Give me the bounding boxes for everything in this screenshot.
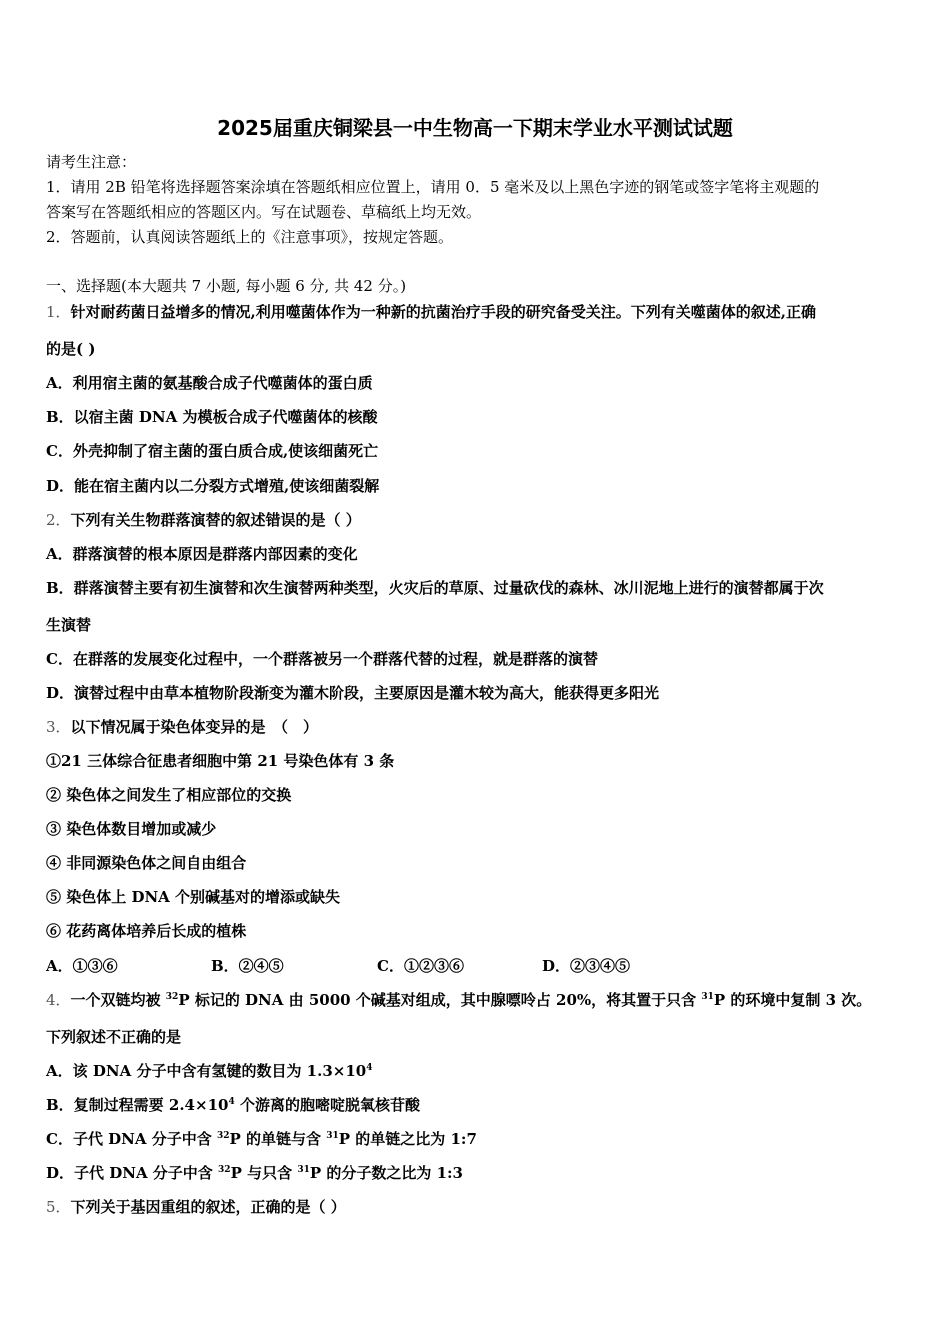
question-5-stem (46, 1197, 346, 1217)
isotope-superscript: 32 (165, 992, 179, 1002)
question-number: 5． (46, 1198, 71, 1216)
notice-line-1: 1．请用 2B 铅笔将选择题答案涂填在答题纸相应位置上，请用 0．5 毫米及以上黑色字迹的钢笔或签字笔将主观题的 (46, 178, 820, 196)
question-3-item-3: ③ 染色体数目增加或减少 (46, 820, 217, 838)
notice-line-3: 2．答题前，认真阅读答题纸上的《注意事项》，按规定答题。 (46, 228, 454, 246)
question-4-option-c (46, 1129, 477, 1149)
question-number: 2． (46, 511, 71, 529)
isotope-superscript: 32 (216, 1131, 230, 1141)
isotope-superscript: 31 (297, 1165, 310, 1175)
question-3-option-a: A．①③⑥ (46, 957, 118, 975)
section-heading: 一、选择题(本大题共 7 小题, 每小题 6 分, 共 42 分。) (46, 277, 407, 295)
option-text: A．该 DNA 分子中含有氢键的数目为 1.3×10 (46, 1062, 367, 1080)
question-1-stem (46, 302, 816, 322)
isotope-superscript: 31 (701, 992, 714, 1002)
question-2-option-c: C．在群落的发展变化过程中，一个群落被另一个群落代替的过程，就是群落的演替 (46, 650, 598, 668)
stem-text: 一个双链均被 (70, 991, 166, 1009)
question-4-option-b (46, 1095, 420, 1115)
option-text: P 的单链之比为 1:7 (338, 1130, 477, 1148)
question-1-option-d: D．能在宿主菌内以二分裂方式增殖,使该细菌裂解 (46, 477, 380, 495)
option-text: 个游离的胞嘧啶脱氧核苷酸 (234, 1096, 420, 1114)
question-2-option-b-cont: 生演替 (46, 616, 92, 634)
question-3-item-6: ⑥ 花药离体培养后长成的植株 (46, 922, 247, 940)
question-4-option-a (46, 1061, 372, 1081)
exponent-superscript: 4 (228, 1097, 235, 1107)
question-3-item-5: ⑤ 染色体上 DNA 个别碱基对的增添或缺失 (46, 888, 341, 906)
notice-heading: 请考生注意： (46, 153, 137, 171)
option-text: P 的单链与含 (229, 1130, 327, 1148)
option-text: P 与只含 (230, 1164, 298, 1182)
isotope-superscript: 32 (218, 1165, 231, 1175)
isotope-superscript: 31 (326, 1131, 339, 1141)
question-2-option-a: A．群落演替的根本原因是群落内部因素的变化 (46, 545, 358, 563)
question-text: 以下情况属于染色体变异的是 （ ） (70, 718, 319, 736)
question-number: 3． (46, 718, 71, 736)
question-1-stem-cont: 的是( ) (46, 340, 96, 358)
question-text: 下列有关生物群落演替的叙述错误的是（ ） (70, 511, 361, 529)
question-3-stem (46, 717, 318, 737)
option-text: C．子代 DNA 分子中含 (46, 1130, 217, 1148)
question-1-option-c: C．外壳抑制了宿主菌的蛋白质合成,使该细菌死亡 (46, 442, 379, 460)
question-number: 1． (46, 303, 71, 321)
page-title: 2025届重庆铜梁县一中生物高一下期末学业水平测试试题 (217, 116, 733, 140)
option-text: P 的分子数之比为 1:3 (309, 1164, 463, 1182)
question-4-option-d (46, 1163, 463, 1183)
question-3-option-b: B．②④⑤ (211, 957, 284, 975)
question-4-stem (46, 990, 871, 1010)
question-3-option-c: C．①②③⑥ (377, 957, 464, 975)
question-2-option-d: D．演替过程中由草本植物阶段渐变为灌木阶段，主要原因是灌木较为高大，能获得更多阳光 (46, 684, 660, 702)
question-text: 针对耐药菌日益增多的情况,利用噬菌体作为一种新的抗菌治疗手段的研究备受关注。下列有关噬菌体的叙述,正确 (70, 303, 816, 321)
question-1-option-a: A．利用宿主菌的氨基酸合成子代噬菌体的蛋白质 (46, 374, 373, 392)
question-3-option-d: D．②③④⑤ (542, 957, 631, 975)
stem-text: P 的环境中复制 3 次。 (713, 991, 872, 1009)
question-number: 4． (46, 991, 71, 1009)
question-text: 下列关于基因重组的叙述，正确的是（ ） (70, 1198, 346, 1216)
stem-text: P 标记的 DNA 由 5000 个碱基对组成，其中腺嘌呤占 20%，将其置于只含 (178, 991, 702, 1009)
question-3-item-1: ①21 三体综合征患者细胞中第 21 号染色体有 3 条 (46, 752, 395, 770)
exponent-superscript: 4 (366, 1063, 373, 1073)
question-4-stem-cont: 下列叙述不正确的是 (46, 1028, 182, 1046)
question-3-item-2: ② 染色体之间发生了相应部位的交换 (46, 786, 292, 804)
question-2-stem (46, 510, 361, 530)
notice-line-2: 答案写在答题纸相应的答题区内。写在试题卷、草稿纸上均无效。 (46, 203, 482, 221)
question-1-option-b: B．以宿主菌 DNA 为模板合成子代噬菌体的核酸 (46, 408, 378, 426)
option-text: B．复制过程需要 2.4×10 (46, 1096, 229, 1114)
question-3-item-4: ④ 非同源染色体之间自由组合 (46, 854, 247, 872)
question-2-option-b: B．群落演替主要有初生演替和次生演替两种类型，火灾后的草原、过量砍伐的森林、冰川泥地上进行的演替都属于次 (46, 579, 824, 597)
option-text: D．子代 DNA 分子中含 (46, 1164, 219, 1182)
